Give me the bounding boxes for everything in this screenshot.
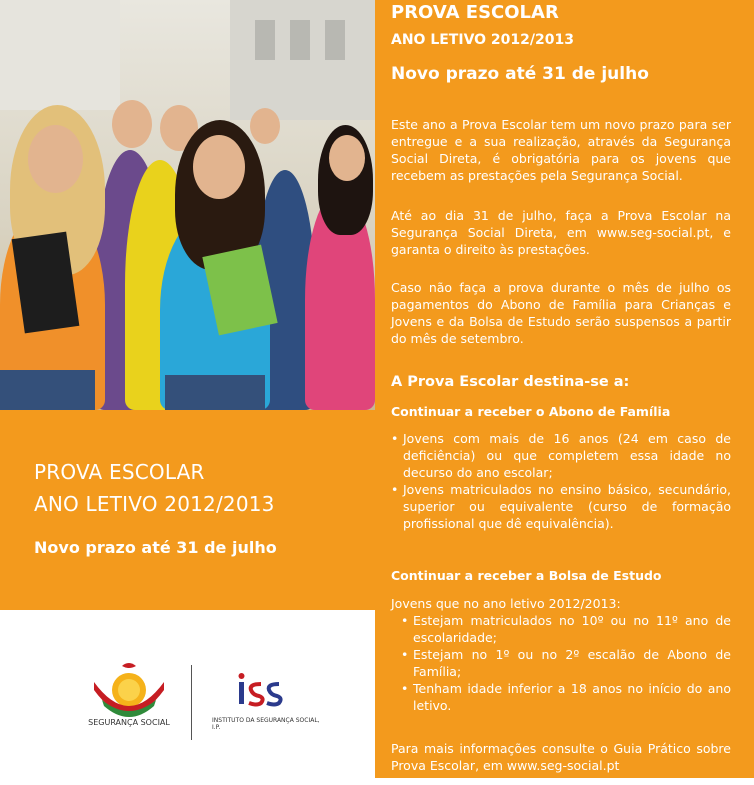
seguranca-social-label: SEGURANÇA SOCIAL (88, 718, 170, 727)
more-info-text: Para mais informações consulte o Guia Prático sobre Prova Escolar, em www.seg-social.pt (391, 741, 731, 773)
students-photo (0, 0, 375, 410)
logo-divider (191, 665, 192, 740)
left-title-line2: ANO LETIVO 2012/2013 (34, 492, 275, 516)
suspension-paragraph: Caso não faça a prova durante o mês de julho os pagamentos do Abono de Família para Crianças e Jovens e da Bolsa de Estudo serão suspensos a partir do mês de setembro. (391, 280, 731, 346)
logos-area (0, 610, 375, 785)
list-item: • Jovens matriculados no ensino básico, secundário, superior ou equivalente (curso de formação profissional que dê equivalência). (391, 481, 731, 532)
bolsa-intro: Jovens que no ano letivo 2012/2013: (391, 596, 621, 611)
deadline-paragraph: Até ao dia 31 de julho, faça a Prova Escolar na Segurança Social Direta, em www.seg-social.pt, e garanta o direito às prestações. (391, 208, 731, 257)
list-item: • Tenham idade inferior a 18 anos no início do ano letivo. (401, 680, 731, 714)
destina-heading: A Prova Escolar destina-se a: (391, 374, 630, 390)
intro-paragraph: Este ano a Prova Escolar tem um novo prazo para ser entregue e a sua realização, através da Segurança Social Direta, é obrigatória para os jovens que recebem as prestações pela Segurança Social. (391, 117, 731, 183)
list-item: • Jovens com mais de 16 anos (24 em caso de deficiência) ou que completem essa idade no decurso do ano escolar; (391, 430, 731, 481)
right-deadline: Novo prazo até 31 de julho (391, 64, 649, 84)
list-item: • Estejam no 1º ou no 2º escalão de Abono de Família; (401, 646, 731, 680)
bottom-strip (375, 778, 754, 785)
bolsa-heading: Continuar a receber a Bolsa de Estudo (391, 568, 662, 583)
bolsa-list (401, 612, 731, 714)
right-title-line2: ANO LETIVO 2012/2013 (391, 32, 574, 48)
list-item: • Estejam matriculados no 10º ou no 11º ano de escolaridade; (401, 612, 731, 646)
iss-label: INSTITUTO DA SEGURANÇA SOCIAL, I.P. (212, 717, 320, 731)
iss-logo-icon (235, 670, 285, 710)
right-title-line1: PROVA ESCOLAR (391, 2, 559, 23)
abono-heading: Continuar a receber o Abono de Família (391, 404, 671, 419)
abono-list (391, 430, 731, 532)
left-title-panel (0, 410, 375, 610)
right-text-panel (375, 0, 754, 778)
left-deadline: Novo prazo até 31 de julho (34, 538, 277, 557)
left-title-line1: PROVA ESCOLAR (34, 460, 205, 484)
